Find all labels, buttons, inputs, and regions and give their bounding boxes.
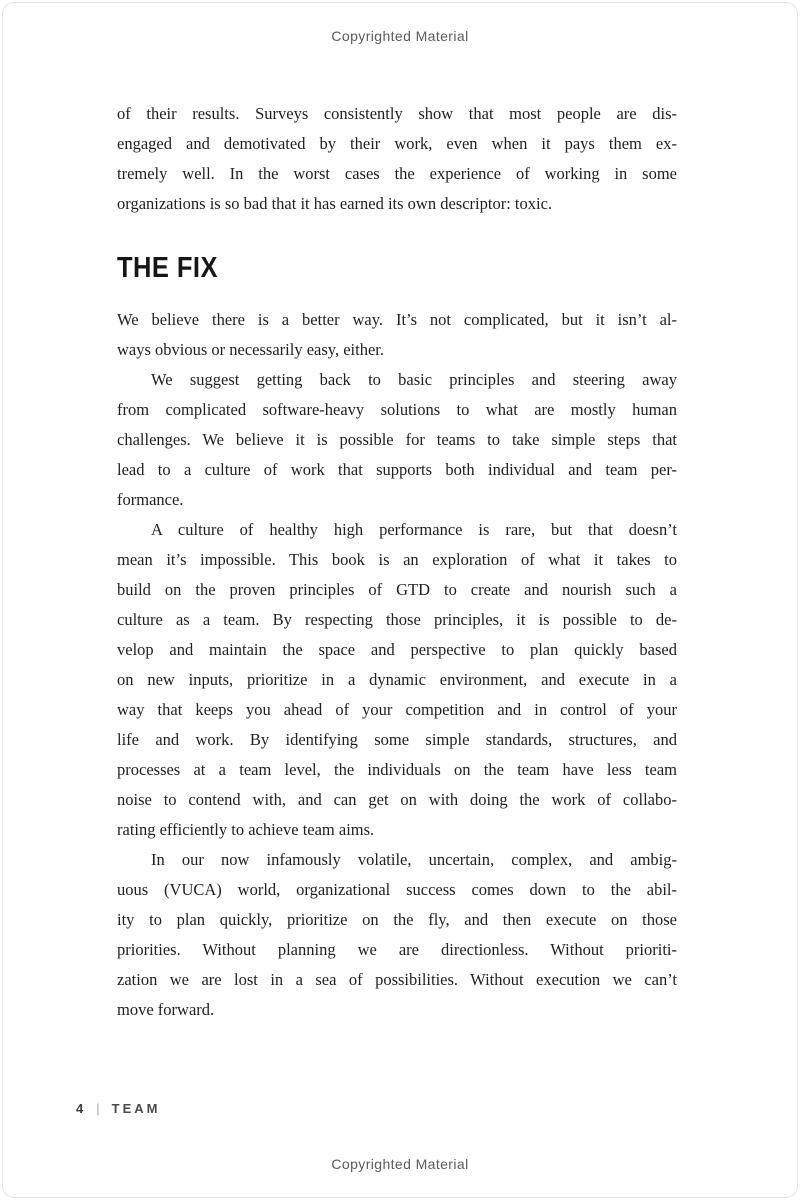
text-line: on new inputs, prioritize in a dynamic environment, and execute in a <box>117 670 677 689</box>
text-line: ity to plan quickly, prioritize on the fly, and then execute on those <box>117 910 677 929</box>
footer-separator: | <box>96 1101 100 1116</box>
page-footer <box>76 1101 160 1116</box>
text-line: tremely well. In the worst cases the experience of working in some <box>117 164 677 183</box>
paragraph <box>117 515 677 845</box>
paragraph <box>117 365 677 515</box>
text-line: We suggest getting back to basic principles and steering away <box>151 370 677 389</box>
text-line: rating efficiently to achieve team aims. <box>117 820 375 839</box>
text-line: from complicated software-heavy solutions to what are mostly human <box>117 400 677 419</box>
text-line: challenges. We believe it is possible for teams to take simple steps that <box>117 430 677 449</box>
text-line: move forward. <box>117 1000 215 1019</box>
text-line: life and work. By identifying some simple standards, structures, and <box>117 730 677 749</box>
text-line: priorities. Without planning we are directionless. Without prioriti- <box>117 940 677 959</box>
paragraphs-after-heading <box>117 305 677 1025</box>
paragraph <box>117 99 677 219</box>
page-number: 4 <box>76 1101 85 1116</box>
text-line: engaged and demotivated by their work, even when it pays them ex- <box>117 134 677 153</box>
text-line: processes at a team level, the individuals on the team have less team <box>117 760 677 779</box>
text-line: noise to contend with, and can get on with doing the work of collabo- <box>117 790 677 809</box>
paragraphs-before-heading <box>117 99 677 219</box>
text-line: zation we are lost in a sea of possibilities. Without execution we can’t <box>117 970 677 989</box>
text-line: mean it’s impossible. This book is an exploration of what it takes to <box>117 550 677 569</box>
text-line: build on the proven principles of GTD to create and nourish such a <box>117 580 677 599</box>
text-line: We believe there is a better way. It’s not complicated, but it isn’t al- <box>117 310 677 329</box>
bottom-copyright-notice: Copyrighted Material <box>331 1156 469 1172</box>
text-line: formance. <box>117 490 184 509</box>
text-line: way that keeps you ahead of your competition and in control of your <box>117 700 677 719</box>
running-book-title: TEAM <box>111 1101 161 1116</box>
text-line: In our now infamously volatile, uncertain, complex, and ambig- <box>151 850 677 869</box>
paragraph <box>117 845 677 1025</box>
text-line: of their results. Surveys consistently show that most people are dis- <box>117 104 677 123</box>
body-text <box>117 99 677 1025</box>
text-line: lead to a culture of work that supports both individual and team per- <box>117 460 677 479</box>
text-line: uous (VUCA) world, organizational success comes down to the abil- <box>117 880 677 899</box>
text-line: organizations is so bad that it has earned its own descriptor: toxic. <box>117 194 553 213</box>
text-line: ways obvious or necessarily easy, either. <box>117 340 384 359</box>
paragraph <box>117 305 677 365</box>
section-heading: THE FIX <box>117 252 218 284</box>
text-line: culture as a team. By respecting those principles, it is possible to de- <box>117 610 677 629</box>
top-copyright-notice: Copyrighted Material <box>331 28 469 44</box>
text-line: A culture of healthy high performance is rare, but that doesn’t <box>151 520 677 539</box>
text-line: velop and maintain the space and perspective to plan quickly based <box>117 640 677 659</box>
